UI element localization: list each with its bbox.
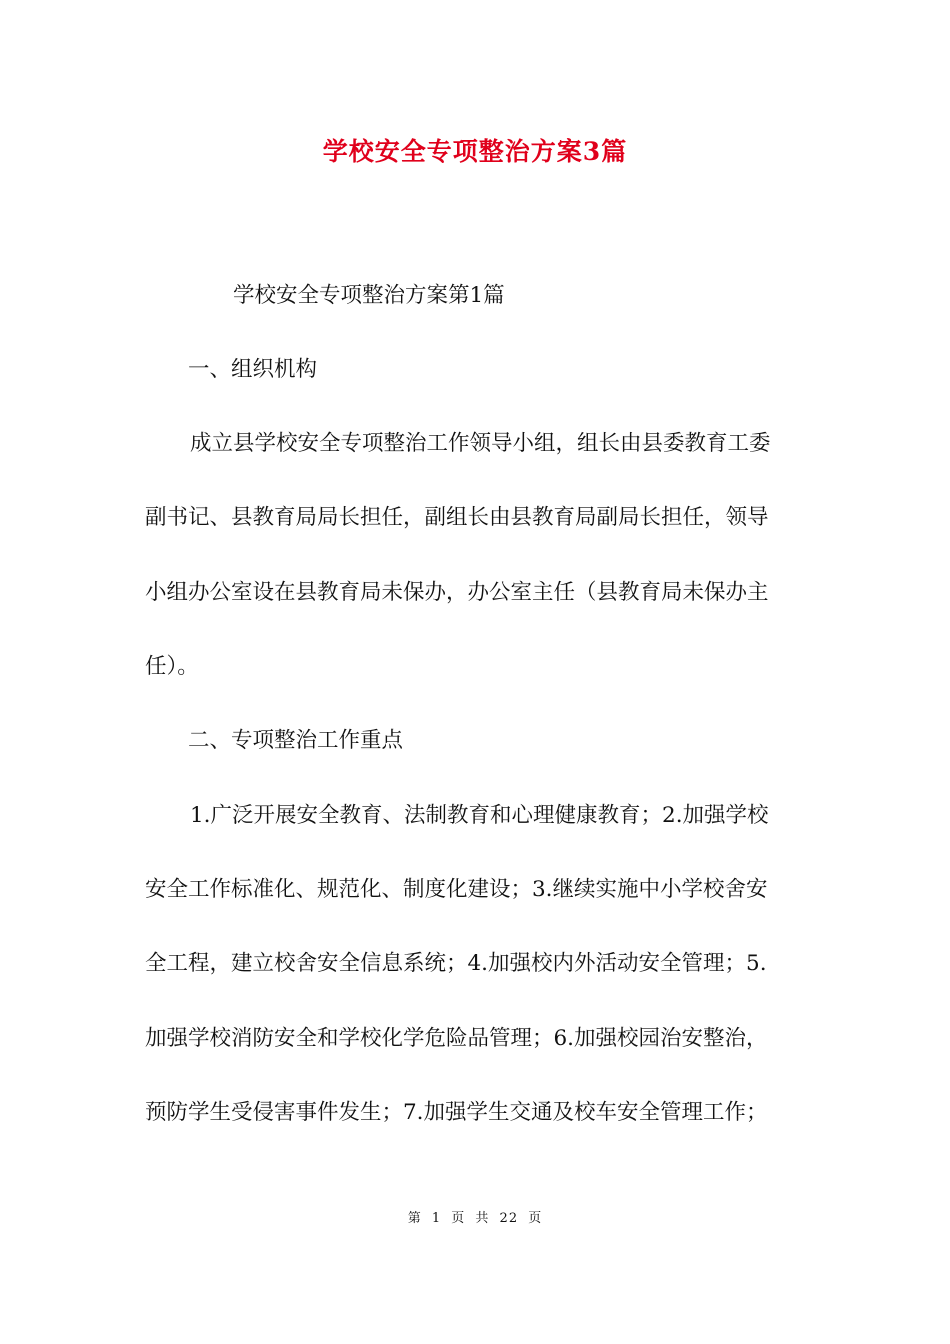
- paragraph-line: 小组办公室设在县教育局未保办，办公室主任（县教育局未保办主: [145, 580, 769, 605]
- paragraph-line: 加强学校消防安全和学校化学危险品管理；6.加强校园治安整治，: [145, 1026, 768, 1051]
- paragraph-line: 1.广泛开展安全教育、法制教育和心理健康教育；2.加强学校: [190, 803, 769, 828]
- paragraph-line: 任）。: [145, 654, 199, 679]
- paragraph-line: 成立县学校安全专项整治工作领导小组，组长由县委教育工委: [190, 431, 771, 456]
- paragraph-line: 全工程，建立校舍安全信息系统；4.加强校内外活动安全管理；5.: [145, 951, 767, 976]
- subtitle: 学校安全专项整治方案第1篇: [233, 283, 505, 308]
- document-title: 学校安全专项整治方案3篇: [322, 137, 628, 166]
- section-heading-key-tasks: 二、专项整治工作重点: [188, 728, 404, 753]
- page-footer: 第 1 页 共 22 页: [407, 1211, 543, 1226]
- section-heading-organization: 一、组织机构: [188, 357, 318, 382]
- paragraph-line: 安全工作标准化、规范化、制度化建设；3.继续实施中小学校舍安: [145, 877, 768, 902]
- paragraph-line: 预防学生受侵害事件发生；7.加强学生交通及校车安全管理工作；: [145, 1100, 768, 1125]
- paragraph-line: 副书记、县教育局局长担任，副组长由县教育局副局长担任，领导: [145, 505, 769, 530]
